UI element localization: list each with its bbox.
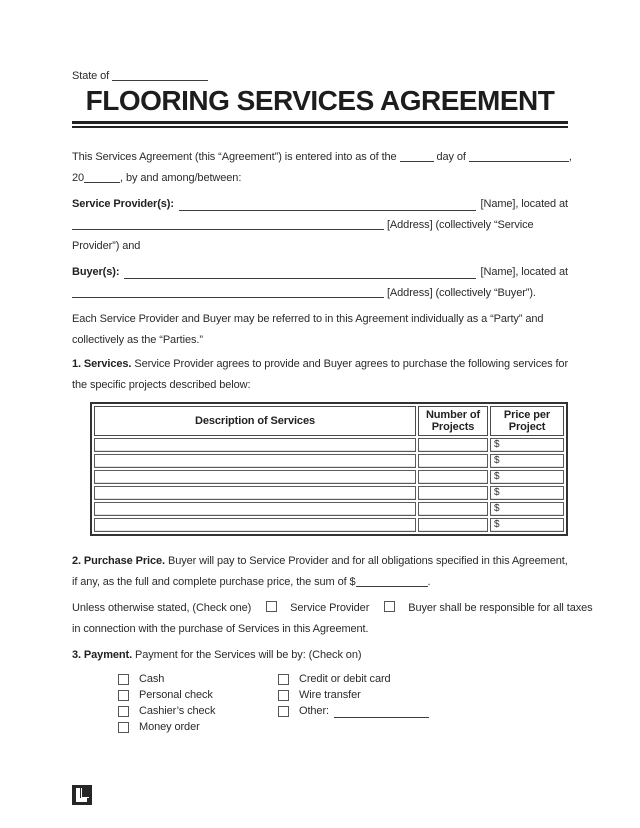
month-blank[interactable] <box>469 149 569 162</box>
cashiers-check-checkbox[interactable] <box>118 706 129 717</box>
service-provider-name-blank[interactable] <box>179 209 476 211</box>
services-table <box>90 402 568 536</box>
parties-line-1: Each Service Provider and Buyer may be referred to in this Agreement individually as a “Party” and <box>72 313 544 325</box>
intro-text-2: day of <box>436 151 466 163</box>
option-label-cashiers-check: Cashier’s check <box>139 705 216 717</box>
intro-paragraph <box>72 147 572 189</box>
buyer-address-tag: [Address] (collectively “Buyer”). <box>386 287 536 299</box>
sum-blank[interactable] <box>356 574 428 587</box>
service-provider-block <box>72 194 568 257</box>
payment-clause <box>72 645 568 666</box>
page-title: FLOORING SERVICES AGREEMENT <box>85 85 555 116</box>
option-label-other: Other: <box>299 705 329 717</box>
table-row <box>94 454 564 468</box>
year-blank[interactable] <box>84 170 120 183</box>
projects-field[interactable] <box>418 518 488 532</box>
intro-text-5: , by and among/between: <box>120 172 242 184</box>
parties-line-2: collectively as the “Parties.” <box>72 334 203 346</box>
buyer-name-blank[interactable] <box>124 277 475 279</box>
taxes-clause <box>72 598 593 640</box>
option-label-credit-card: Credit or debit card <box>299 673 391 685</box>
option-label-money-order: Money order <box>139 721 200 733</box>
table-row <box>94 438 564 452</box>
service-provider-address-blank[interactable] <box>72 217 384 230</box>
services-heading: 1. Services. <box>72 358 132 370</box>
projects-field[interactable] <box>418 438 488 452</box>
day-blank[interactable] <box>400 149 434 162</box>
state-of-label: State of <box>72 70 110 82</box>
payment-options <box>72 671 568 735</box>
table-row <box>94 486 564 500</box>
taxes-text-1: Unless otherwise stated, (Check one) <box>72 602 252 614</box>
taxes-option-2: Buyer shall be responsible for all taxes <box>408 602 593 614</box>
legal-templates-logo <box>72 785 92 805</box>
wire-transfer-checkbox[interactable] <box>278 690 289 701</box>
price-field[interactable]: $ <box>490 518 564 532</box>
services-clause <box>72 354 568 396</box>
services-text-1: Service Provider agrees to provide and Buyer agrees to purchase the following services for <box>134 358 569 370</box>
state-of-line <box>72 68 568 84</box>
buyer-address-blank[interactable] <box>72 285 384 298</box>
purchase-text-1: Buyer will pay to Service Provider and for all obligations specified in this Agreement, <box>167 555 568 567</box>
buyer-name-tag: [Name], located at <box>480 266 568 278</box>
price-field[interactable]: $ <box>490 486 564 500</box>
purchase-clause <box>72 551 568 593</box>
service-provider-wrap-line: Provider”) and <box>72 240 141 252</box>
service-provider-name-tag: [Name], located at <box>480 198 568 210</box>
table-header-description: Description of Services <box>94 406 416 436</box>
description-field[interactable] <box>94 518 416 532</box>
personal-check-checkbox[interactable] <box>118 690 129 701</box>
table-row <box>94 502 564 516</box>
payment-heading: 3. Payment. <box>72 649 133 661</box>
credit-card-checkbox[interactable] <box>278 674 289 685</box>
projects-field[interactable] <box>418 470 488 484</box>
option-label-personal-check: Personal check <box>139 689 213 701</box>
service-provider-checkbox[interactable] <box>266 601 277 612</box>
taxes-text-2: in connection with the purchase of Services in this Agreement. <box>72 623 369 635</box>
intro-text-3: , <box>568 151 572 163</box>
buyer-label: Buyer(s): <box>72 266 120 278</box>
parties-clause <box>72 309 568 351</box>
intro-text-1: This Services Agreement (this “Agreement”) is entered into as of the <box>72 151 397 163</box>
projects-field[interactable] <box>418 502 488 516</box>
table-row <box>94 470 564 484</box>
price-field[interactable]: $ <box>490 502 564 516</box>
state-of-blank[interactable] <box>112 68 208 81</box>
payment-text: Payment for the Services will be by: (Check on) <box>135 649 362 661</box>
option-label-wire-transfer: Wire transfer <box>299 689 361 701</box>
service-provider-label: Service Provider(s): <box>72 198 174 210</box>
purchase-text-2: if any, as the full and complete purchase price, the sum of $ <box>72 576 356 588</box>
services-text-2: the specific projects described below: <box>72 379 251 391</box>
description-field[interactable] <box>94 454 416 468</box>
price-field[interactable]: $ <box>490 454 564 468</box>
purchase-text-3: . <box>427 576 431 588</box>
option-label-cash: Cash <box>139 673 165 685</box>
table-header-price-per-project: Price per Project <box>490 406 564 436</box>
money-order-checkbox[interactable] <box>118 722 129 733</box>
buyer-checkbox[interactable] <box>384 601 395 612</box>
projects-field[interactable] <box>418 486 488 500</box>
table-row <box>94 518 564 532</box>
intro-text-4: 20 <box>72 172 85 184</box>
description-field[interactable] <box>94 486 416 500</box>
taxes-option-1: Service Provider <box>290 602 370 614</box>
title-divider <box>72 121 568 128</box>
description-field[interactable] <box>94 470 416 484</box>
other-blank[interactable] <box>334 705 429 718</box>
service-provider-address-tag: [Address] (collectively “Service <box>386 219 534 231</box>
projects-field[interactable] <box>418 454 488 468</box>
price-field[interactable]: $ <box>490 470 564 484</box>
purchase-heading: 2. Purchase Price. <box>72 555 165 567</box>
description-field[interactable] <box>94 502 416 516</box>
table-header-number-of-projects: Number of Projects <box>418 406 488 436</box>
buyer-block <box>72 262 568 304</box>
cash-checkbox[interactable] <box>118 674 129 685</box>
description-field[interactable] <box>94 438 416 452</box>
other-checkbox[interactable] <box>278 706 289 717</box>
price-field[interactable]: $ <box>490 438 564 452</box>
